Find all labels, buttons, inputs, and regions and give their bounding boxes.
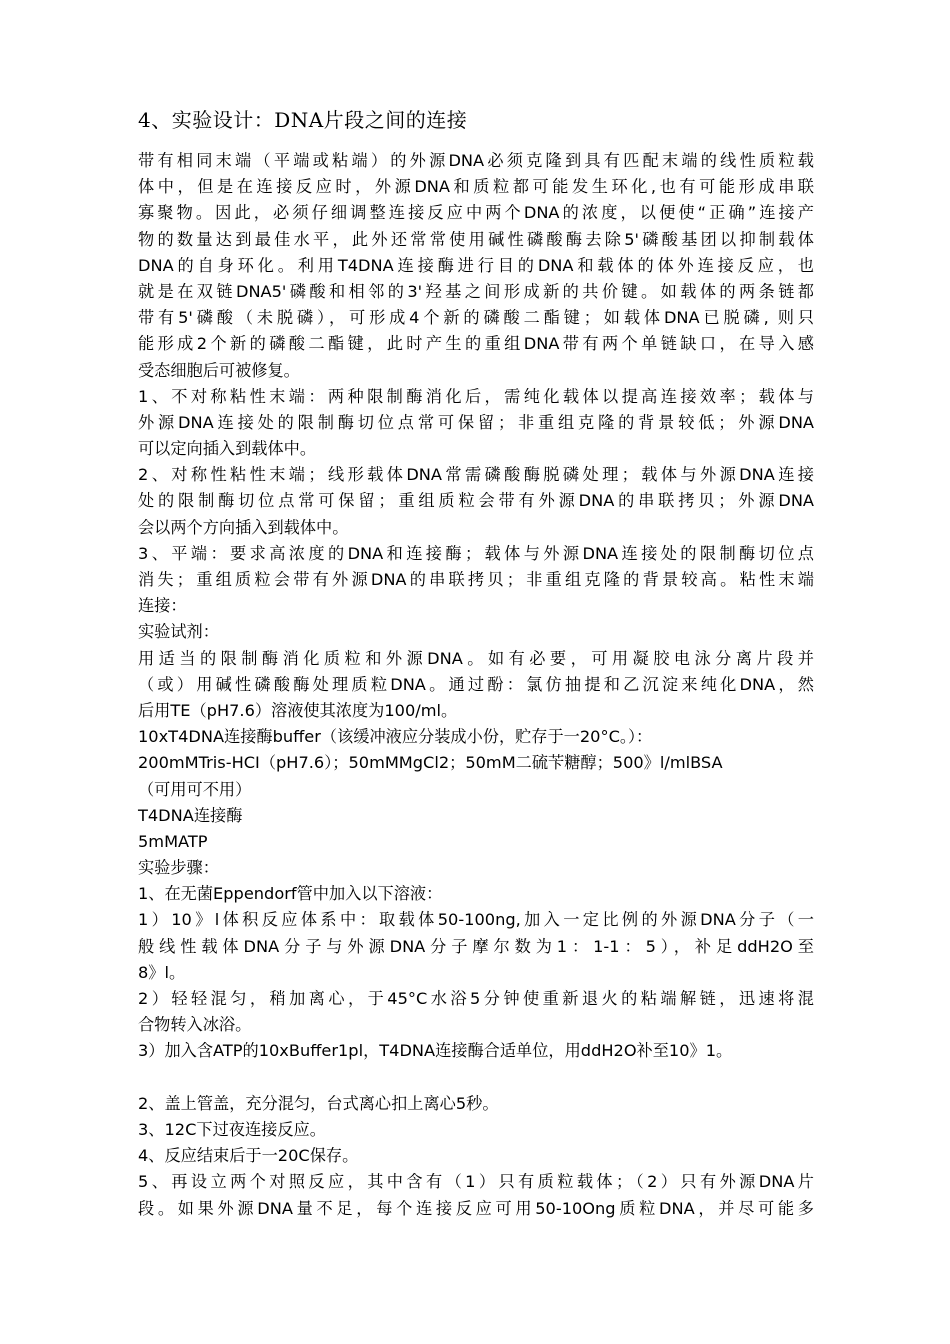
text-line: 用适当的限制酶消化质粒和外源DNA。如有必要，可用凝胶电泳分离片段并 bbox=[138, 648, 814, 668]
text-line: T4DNA连接酶 bbox=[138, 805, 243, 825]
text-line: 连接： bbox=[138, 596, 187, 616]
text-line: 寡聚物。因此，必须仔细调整连接反应中两个DNA的浓度，以便使“正确”连接产 bbox=[138, 203, 814, 223]
text-line: 3、平端：要求高浓度的DNA和连接酶；载体与外源DNA连接处的限制酶切位点 bbox=[138, 543, 814, 563]
text-line: （或）用碱性磷酸酶处理质粒DNA。通过酚：氯仿抽提和乙沉淀来纯化DNA，然 bbox=[138, 674, 814, 694]
text-line: 处的限制酶切位点常可保留；重组质粒会带有外源DNA的串联拷贝；外源DNA bbox=[138, 491, 814, 511]
text-line: 2）轻轻混匀，稍加离心，于45°C水浴5分钟使重新退火的粘端解链，迅速将混 bbox=[138, 989, 814, 1008]
text-line: 2、盖上管盖，充分混匀，台式离心扣上离心5秒。 bbox=[138, 1093, 499, 1113]
text-line: 200mMTris-HCI（pH7.6）；50mMMgCl2；50mM二硫苄糖醇；500》l/mlBSA bbox=[138, 753, 723, 773]
text-line: 带有相同末端（平端或粘端）的外源DNA必须克隆到具有匹配末端的线性质粒载 bbox=[138, 151, 814, 170]
text-line: 般线性载体DNA分子与外源DNA分子摩尔数为1：1-1：5），补足ddH2O至 bbox=[138, 936, 814, 956]
text-line: 1、不对称粘性末端：两种限制酶消化后，需纯化载体以提高连接效率；载体与 bbox=[138, 386, 814, 406]
text-line: 3）加入含ATP的10xBuffer1pl，T4DNA连接酶合适单位，用ddH2O补至10》1。 bbox=[138, 1041, 733, 1061]
text-line: 可以定向插入到载体中。 bbox=[138, 439, 317, 459]
text-line: 1、在无菌Eppendorf管中加入以下溶液： bbox=[138, 884, 443, 904]
body-text bbox=[138, 148, 828, 1222]
text-line: 10xT4DNA连接酶buffer（该缓冲液应分装成小份，贮存于一20°C。）： bbox=[138, 727, 653, 747]
text-line: 能形成2个新的磷酸二酯键，此时产生的重组DNA带有两个单链缺口，在导入感 bbox=[138, 334, 814, 354]
text-line: 体中，但是在连接反应时，外源DNA和质粒都可能发生环化,也有可能形成串联 bbox=[138, 177, 814, 197]
text-line: 8》l。 bbox=[138, 962, 186, 982]
text-line: DNA的自身环化。利用T4DNA连接酶进行目的DNA和载体的体外连接反应，也 bbox=[138, 255, 814, 275]
text-line: 消失；重组质粒会带有外源DNA的串联拷贝；非重组克隆的背景较高。粘性末端 bbox=[138, 570, 814, 589]
text-line: 外源DNA连接处的限制酶切位点常可保留；非重组克隆的背景较低；外源DNA bbox=[138, 412, 814, 432]
text-line: 后用TE（pH7.6）溶液使其浓度为100/ml。 bbox=[138, 700, 458, 720]
blank-line bbox=[138, 1065, 828, 1091]
text-line: 3、12C下过夜连接反应。 bbox=[138, 1119, 326, 1139]
text-line: 物的数量达到最佳水平，此外还常常使用碱性磷酸酶去除5'磷酸基团以抑制载体 bbox=[138, 229, 814, 249]
section-heading: 4、实验设计：DNA片段之间的连接 bbox=[138, 108, 468, 132]
text-line: 段。如果外源DNA量不足，每个连接反应可用50-10Ong质粒DNA，并尽可能多 bbox=[138, 1198, 814, 1218]
text-line: 实验试剂： bbox=[138, 622, 219, 642]
text-line: 就是在双链DNA5'磷酸和相邻的3'羟基之间形成新的共价键。如载体的两条链都 bbox=[138, 281, 814, 301]
text-line: 2、对称性粘性末端；线形载体DNA常需磷酸酶脱磷处理；载体与外源DNA连接 bbox=[138, 465, 814, 485]
text-line: 5mMATP bbox=[138, 831, 208, 851]
text-line: 合物转入冰浴。 bbox=[138, 1015, 252, 1035]
text-line: 会以两个方向插入到载体中。 bbox=[138, 517, 349, 537]
text-line: 带有5'磷酸（未脱磷），可形成4个新的磷酸二酯键；如载体DNA已脱磷, 则只 bbox=[138, 308, 814, 328]
text-line: 受态细胞后可被修复。 bbox=[138, 360, 300, 380]
text-line: 1）10》l体积反应体系中：取载体50-100ng,加入一定比例的外源DNA分子（一 bbox=[138, 910, 814, 930]
text-line: 实验步骤： bbox=[138, 858, 219, 878]
text-line: （可用可不用） bbox=[138, 779, 252, 799]
text-line: 5、再设立两个对照反应，其中含有（1）只有质粒载体；（2）只有外源DNA片 bbox=[138, 1172, 814, 1192]
text-line: 4、反应结束后于一20C保存。 bbox=[138, 1146, 359, 1166]
